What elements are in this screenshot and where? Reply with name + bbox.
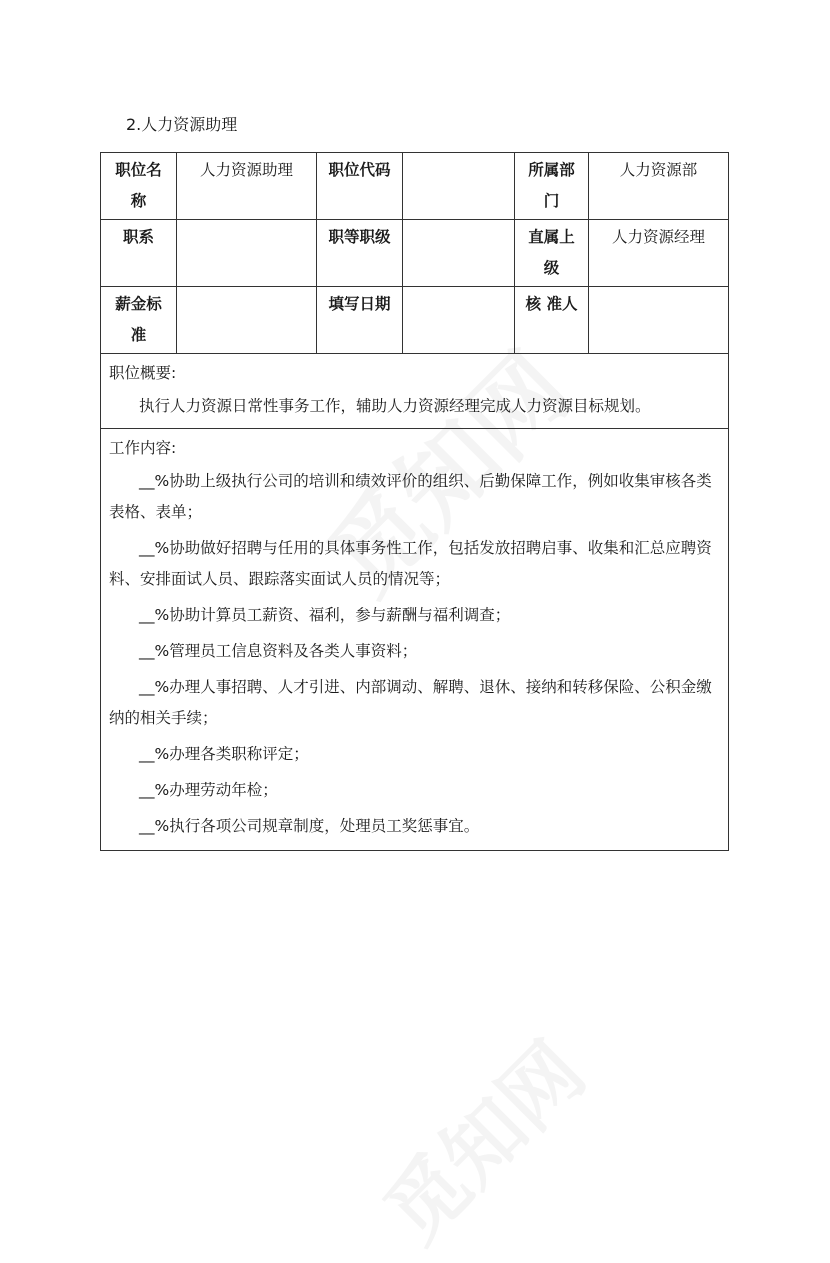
label-approver: 核 准人 <box>515 287 589 354</box>
duty-item: __%协助做好招聘与任用的具体事务性工作，包括发放招聘启事、收集和汇总应聘资料、安排面试人员、跟踪落实面试人员的情况等； <box>109 539 712 588</box>
value-fill-date <box>403 287 515 354</box>
table-row <box>101 153 729 220</box>
label-fill-date: 填写日期 <box>317 287 403 354</box>
value-job-family <box>177 220 317 287</box>
duty-item: __%管理员工信息资料及各类人事资料； <box>139 642 418 660</box>
job-description-table <box>100 152 729 851</box>
duties-cell <box>101 429 729 851</box>
value-position-name: 人力资源助理 <box>177 153 317 220</box>
label-grade-level: 职等职级 <box>317 220 403 287</box>
label-position-name: 职位名称 <box>101 153 177 220</box>
watermark <box>354 1012 605 1263</box>
value-salary-standard <box>177 287 317 354</box>
duty-item: __%协助上级执行公司的培训和绩效评价的组织、后勤保障工作，例如收集审核各类表格、表单； <box>109 472 712 521</box>
duty-item: __%办理人事招聘、人才引进、内部调动、解聘、退休、接纳和转移保险、公积金缴纳的相关手续； <box>109 678 712 727</box>
section-heading: 2.人力资源助理 <box>126 115 238 134</box>
duties-title: 工作内容: <box>109 439 177 457</box>
label-job-family: 职系 <box>101 220 177 287</box>
summary-cell <box>101 354 729 429</box>
duty-item: __%执行各项公司规章制度，处理员工奖惩事宜。 <box>139 817 480 835</box>
duty-item: __%办理劳动年检； <box>139 781 278 799</box>
value-department: 人力资源部 <box>589 153 729 220</box>
label-position-code: 职位代码 <box>317 153 403 220</box>
value-grade-level <box>403 220 515 287</box>
duty-item: __%办理各类职称评定； <box>139 745 309 763</box>
label-direct-supervisor: 直属上级 <box>515 220 589 287</box>
summary-title: 职位概要: <box>109 364 177 382</box>
value-direct-supervisor: 人力资源经理 <box>589 220 729 287</box>
summary-row <box>101 354 729 429</box>
value-position-code <box>403 153 515 220</box>
table-row <box>101 220 729 287</box>
value-approver <box>589 287 729 354</box>
summary-text: 执行人力资源日常性事务工作，辅助人力资源经理完成人力资源目标规划。 <box>139 397 651 415</box>
label-department: 所属部门 <box>515 153 589 220</box>
duty-item: __%协助计算员工薪资、福利，参与薪酬与福利调查； <box>139 606 511 624</box>
label-salary-standard: 薪金标准 <box>101 287 177 354</box>
duties-row <box>101 429 729 851</box>
table-row <box>101 287 729 354</box>
